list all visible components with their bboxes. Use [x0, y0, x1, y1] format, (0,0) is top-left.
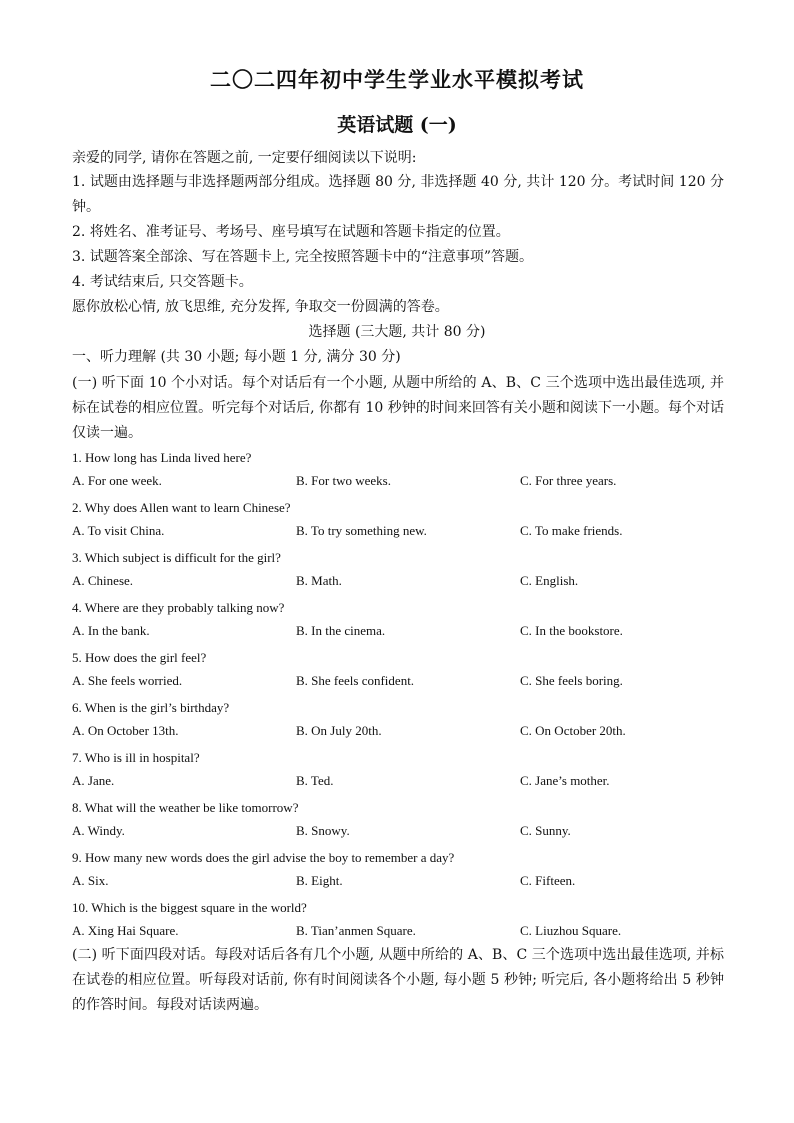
question-2-option-b[interactable]: B. To try something new. — [296, 523, 427, 538]
question-1-option-a[interactable]: A. For one week. — [72, 473, 162, 488]
question-7-option-a[interactable]: A. Jane. — [72, 773, 115, 788]
exam-title: 二〇二四年初中学生学业水平模拟考试 — [210, 67, 584, 92]
question-8-option-a[interactable]: A. Windy. — [72, 823, 125, 838]
question-6: 6. When is the girl’s birthday? — [72, 700, 230, 715]
question-8: 8. What will the weather be like tomorrow? — [72, 800, 299, 815]
question-2-option-c[interactable]: C. To make friends. — [520, 523, 623, 538]
exam-subtitle: 英语试题 (一) — [337, 114, 457, 136]
question-3-option-a[interactable]: A. Chinese. — [72, 573, 134, 588]
question-10-option-c[interactable]: C. Liuzhou Square. — [520, 923, 622, 938]
question-4-option-b[interactable]: B. In the cinema. — [296, 623, 386, 638]
question-5: 5. How does the girl feel? — [72, 650, 207, 665]
question-2-option-a[interactable]: A. To visit China. — [72, 523, 165, 538]
note-3: 3. 试题答案全部涂、写在答题卡上, 完全按照答题卡中的“注意事项”答题。 — [72, 249, 534, 265]
part1-title: 一、听力理解 (共 30 小题; 每小题 1 分, 满分 30 分) — [72, 349, 401, 365]
wish-text: 愿你放松心情, 放飞思维, 充分发挥, 争取交一份圆满的答卷。 — [72, 299, 449, 315]
question-8-option-b[interactable]: B. Snowy. — [296, 823, 350, 838]
note-4: 4. 考试结束后, 只交答题卡。 — [72, 274, 253, 290]
question-9-option-b[interactable]: B. Eight. — [296, 873, 343, 888]
question-1-option-b[interactable]: B. For two weeks. — [296, 473, 391, 488]
question-10: 10. Which is the biggest square in the world? — [72, 900, 307, 915]
question-6-option-a[interactable]: A. On October 13th. — [72, 723, 179, 738]
question-2: 2. Why does Allen want to learn Chinese? — [72, 500, 291, 515]
part1-instructions-2: (二) 听下面四段对话。每段对话后各有几个小题, 从题中所给的 A、B、C 三个选项中选出最佳选项, 并标在试卷的相应位置。听每段对话前, 你有时间阅读各个小题, 每小题 5 秒钟; 听完后, 各小题将给出 5 秒钟的作答时间。每段对话读两遍。 — [72, 947, 724, 1013]
question-3: 3. Which subject is difficult for the girl? — [72, 550, 281, 565]
question-1-option-c[interactable]: C. For three years. — [520, 473, 617, 488]
note-2: 2. 将姓名、准考证号、考场号、座号填写在试题和答题卡指定的位置。 — [72, 224, 510, 240]
question-4-option-c[interactable]: C. In the bookstore. — [520, 623, 623, 638]
question-6-option-c[interactable]: C. On October 20th. — [520, 723, 626, 738]
section-title: 选择题 (三大题, 共计 80 分) — [308, 324, 486, 340]
question-3-option-c[interactable]: C. English. — [520, 573, 579, 588]
question-4: 4. Where are they probably talking now? — [72, 600, 285, 615]
question-5-option-a[interactable]: A. She feels worried. — [72, 673, 183, 688]
part1-instructions-1: (一) 听下面 10 个小对话。每个对话后有一个小题, 从题中所给的 A、B、C 三个选项中选出最佳选项, 并标在试卷的相应位置。听完每个对话后, 你都有 10 秒钟的时间来回答有关小题和阅读下一小题。每个对话仅读一遍。 — [72, 375, 724, 441]
note-1: 1. 试题由选择题与非选择题两部分组成。选择题 80 分, 非选择题 40 分, 共计 120 分。考试时间 120 分钟。 — [72, 174, 724, 215]
question-10-option-a[interactable]: A. Xing Hai Square. — [72, 923, 179, 938]
intro-text: 亲爱的同学, 请你在答题之前, 一定要仔细阅读以下说明: — [72, 150, 417, 166]
question-6-option-b[interactable]: B. On July 20th. — [296, 723, 382, 738]
question-9-option-c[interactable]: C. Fifteen. — [520, 873, 576, 888]
question-4-option-a[interactable]: A. In the bank. — [72, 623, 150, 638]
question-8-option-c[interactable]: C. Sunny. — [520, 823, 571, 838]
question-7-option-b[interactable]: B. Ted. — [296, 773, 334, 788]
question-3-option-b[interactable]: B. Math. — [296, 573, 342, 588]
question-10-option-b[interactable]: B. Tian’anmen Square. — [296, 923, 416, 938]
question-5-option-c[interactable]: C. She feels boring. — [520, 673, 623, 688]
question-7-option-c[interactable]: C. Jane’s mother. — [520, 773, 610, 788]
question-1: 1. How long has Linda lived here? — [72, 450, 252, 465]
question-5-option-b[interactable]: B. She feels confident. — [296, 673, 415, 688]
question-7: 7. Who is ill in hospital? — [72, 750, 200, 765]
question-9-option-a[interactable]: A. Six. — [72, 873, 109, 888]
question-9: 9. How many new words does the girl advise the boy to remember a day? — [72, 850, 455, 865]
